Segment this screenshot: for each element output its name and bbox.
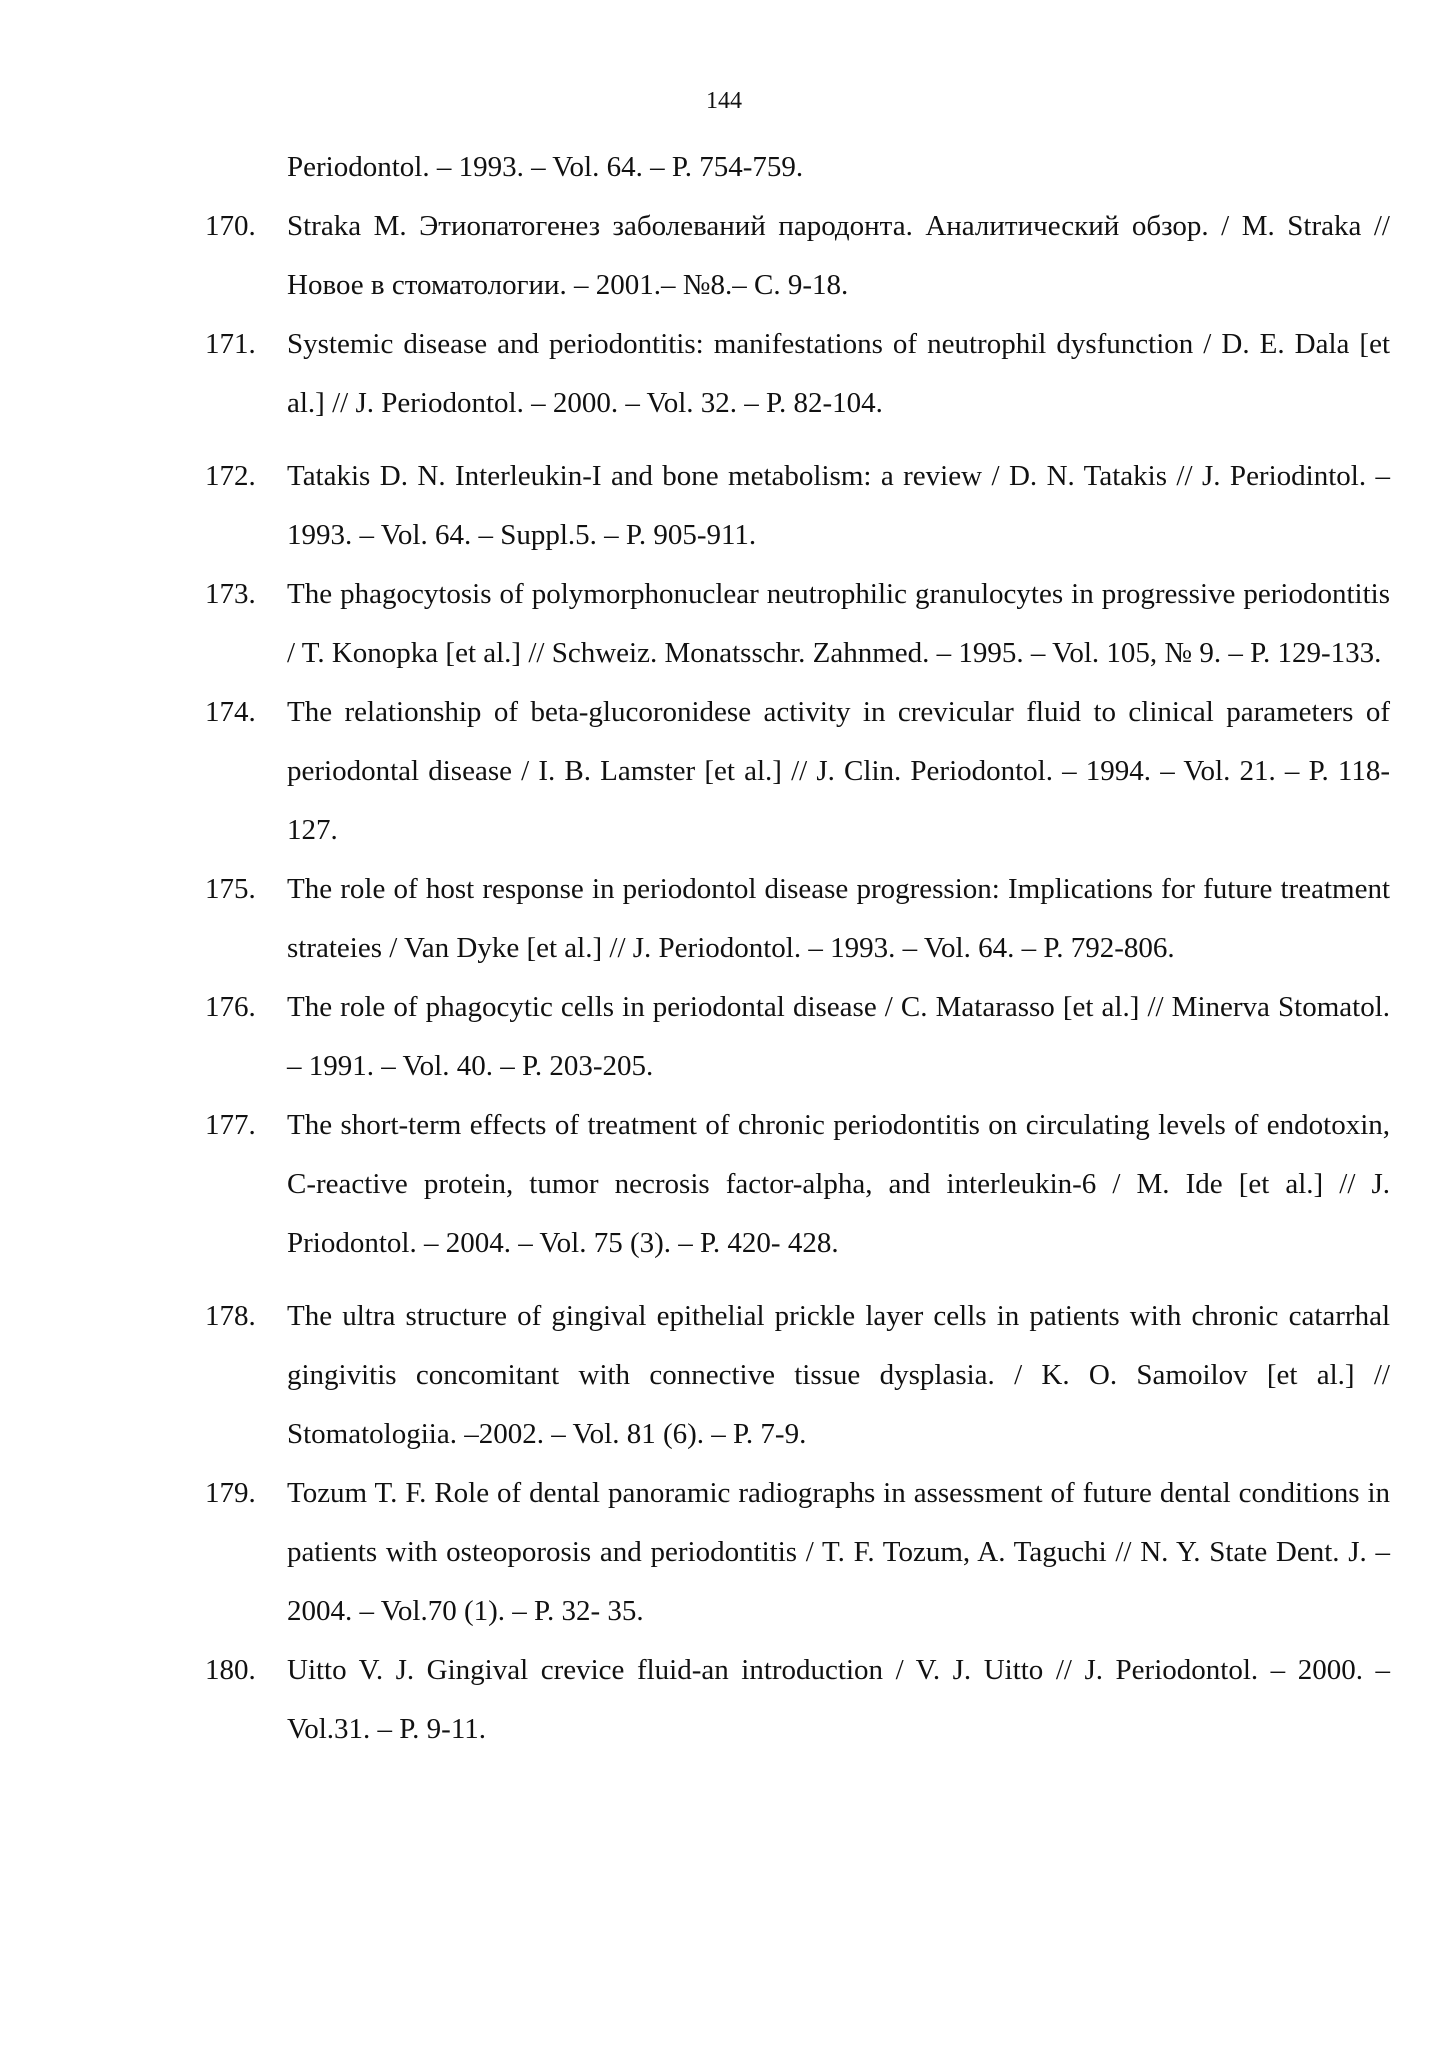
- reference-text: The phagocytosis of polymorphonuclear neutrophilic granulocytes in progressive periodontitis / T. Konopka [et al.] // Schweiz. Monatsschr. Zahnmed. – 1995. – Vol. 105, № 9. – P. 129-133.: [287, 578, 1390, 669]
- reference-text: The short-term effects of treatment of chronic periodontitis on circulating levels of endotoxin, C-reactive protein, tumor necrosis factor-alpha, and interleukin-6 / M. Ide [et al.] // J. Priodontol. – 2004. – Vol. 75 (3). – P. 420- 428.: [287, 1109, 1390, 1259]
- reference-text: The ultra structure of gingival epithelial prickle layer cells in patients with chronic catarrhal gingivitis concomitant with connective tissue dysplasia. / K. O. Samoilov [et al.] // Stomatologiia. –2002. – Vol. 81 (6). – P. 7-9.: [287, 1300, 1390, 1450]
- reference-number: 180.: [205, 1654, 256, 1686]
- reference-text: Tozum T. F. Role of dental panoramic radiographs in assessment of future dental conditions in patients with osteoporosis and periodontitis / T. F. Tozum, A. Taguchi // N. Y. State Dent. J. – 2004. – Vol.70 (1). – P. 32- 35.: [287, 1477, 1390, 1627]
- reference-item: [205, 1096, 1390, 1273]
- reference-item: [205, 565, 1390, 683]
- reference-number: 172.: [205, 460, 256, 492]
- reference-text: Systemic disease and periodontitis: manifestations of neutrophil dysfunction / D. E. Dala [et al.] // J. Periodontol. – 2000. – Vol. 32. – P. 82-104.: [287, 328, 1390, 419]
- reference-number: 175.: [205, 873, 256, 905]
- reference-text: Periodontol. – 1993. – Vol. 64. – P. 754-759.: [287, 151, 804, 183]
- reference-item: [205, 978, 1390, 1096]
- reference-item: [205, 683, 1390, 860]
- reference-number: 176.: [205, 991, 256, 1023]
- reference-number: 177.: [205, 1109, 256, 1141]
- page-number: 144: [706, 88, 742, 114]
- reference-item: [205, 1641, 1390, 1759]
- reference-item: [205, 315, 1390, 433]
- reference-number: 171.: [205, 328, 256, 360]
- reference-list: [205, 138, 1390, 1759]
- reference-item: [205, 197, 1390, 315]
- reference-text: Straka M. Этиопатогенез заболеваний пародонта. Аналитический обзор. / M. Straka // Новое в стоматологии. – 2001.– №8.– С. 9-18.: [287, 210, 1390, 301]
- reference-text: Tatakis D. N. Interleukin-I and bone metabolism: a review / D. N. Tatakis // J. Periodintol. – 1993. – Vol. 64. – Suppl.5. – P. 905-911.: [287, 460, 1390, 551]
- reference-text: The relationship of beta-glucoronidese activity in crevicular fluid to clinical parameters of periodontal disease / I. B. Lamster [et al.] // J. Clin. Periodontol. – 1994. – Vol. 21. – P. 118-127.: [287, 696, 1390, 846]
- reference-number: 174.: [205, 696, 256, 728]
- reference-item: [205, 1464, 1390, 1641]
- reference-item: [205, 447, 1390, 565]
- reference-number: 170.: [205, 210, 256, 242]
- reference-text: The role of phagocytic cells in periodontal disease / C. Matarasso [et al.] // Minerva Stomatol. – 1991. – Vol. 40. – P. 203-205.: [287, 991, 1390, 1082]
- reference-item: [205, 138, 1390, 197]
- reference-number: 178.: [205, 1300, 256, 1332]
- reference-item: [205, 860, 1390, 978]
- reference-item: [205, 1287, 1390, 1464]
- reference-text: The role of host response in periodontol disease progression: Implications for future treatment strateies / Van Dyke [et al.] // J. Periodontol. – 1993. – Vol. 64. – P. 792-806.: [287, 873, 1390, 964]
- reference-number: 173.: [205, 578, 256, 610]
- reference-number: 179.: [205, 1477, 256, 1509]
- reference-text: Uitto V. J. Gingival crevice fluid-an introduction / V. J. Uitto // J. Periodontol. – 2000. – Vol.31. – P. 9-11.: [287, 1654, 1390, 1745]
